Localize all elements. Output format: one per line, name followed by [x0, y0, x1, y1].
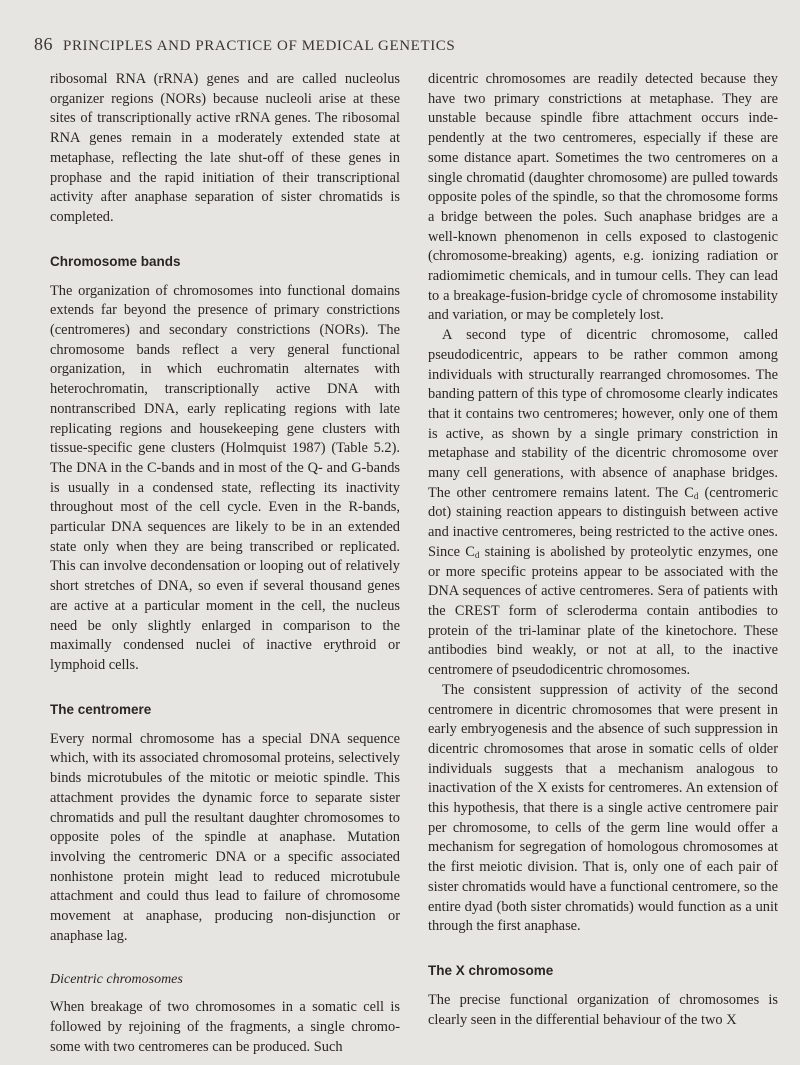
suppression-paragraph: The consistent suppression of activity of the second centromere in dicentric chromosomes that were present in early embryogenesis and the absence of such suppression in dicentric chromosomes that arose in somatic cells of older individuals suggests that a mechanism analogous to inactivation of the X exists for centromeres. An extension of this hypothesis, that there is a single active centromere pair per chromosome, to cells of the germ line would offer a mechanism for segregation of homologous chromosomes at the first meiotic division. That is, only one of each pair of sister chromatids would have a functional centromere, so the entire dyad (both sister chromatids) would function as a unit through the first anaphase.	[428, 681, 778, 935]
section-heading-x-chromosome: The X chromosome	[428, 962, 554, 978]
left-column	[50, 70, 400, 1058]
page-number: 86	[34, 34, 53, 54]
right-column	[428, 70, 778, 1030]
page-header	[34, 34, 780, 55]
centromere-paragraph: Every normal chromosome has a special DNA sequence which, with its associated chromosomal proteins, selectively binds microtubules of the mitotic or meiotic spindle. This attachment provides the dynamic force to separate sister chromatids and pull the resultant daughter chromosomes to opposite poles of the spindle at anaphase. Mutation involving the centromeric DNA or a specific associated nonhistone protein might lead to reduced microtubule attachment and could thus lead to failure of chromosome movement at anaphase, producing non-disjunction or anaphase lag.	[50, 730, 400, 944]
dicentric-paragraph: When breakage of two chromosomes in a somatic cell is followed by rejoining of the fragments, a single chromosome with two centromeres can be produced. Such	[50, 999, 400, 1055]
pseudodicentric-paragraph	[428, 326, 778, 681]
x-chromosome-paragraph: The precise functional organization of chromosomes is clearly seen in the differential behaviour of the two X	[428, 991, 778, 1028]
section-heading-chromosome-bands: Chromosome bands	[50, 253, 181, 269]
subscript-d: d	[474, 549, 480, 560]
intro-paragraph: ribosomal RNA (rRNA) genes and are called nucleolus organizer regions (NORs) because nucleoli arise at these sites of transcriptionally active rRNA genes. The ribosomal RNA genes remain in a moderately extended state at metaphase, reflecting the late shut-off of these genes in prophase and the rapid initiation of their transcriptional activity after anaphase separation of sister chromatids is completed.	[50, 71, 400, 225]
chromosome-bands-paragraph: The organization of chromosomes into functional domains extends far beyond the presence of primary constrictions (centromeres) and secondary constrictions (NORs). The chromosome bands reflect a very general functional organization, in which euchromatin alternates with heterochromatin, transcriptionally active DNA with nontranscribed DNA, early replicating regions with late replicating regions and housekeeping gene clusters with tissue-specific gene clusters (Holmquist 1987) (Table 5.2). The DNA in the C-bands and in most of the Q- and G-bands is usually in a condensed state, reflecting its inactivity throughout most of the cell cycle. Even in the R-bands, particular DNA sequences are likely to be in an extended state only when they are being transcribed or replicated. This can involve decondensation or looping out of relatively short stretches of DNA, so even if several thousand genes are active at a particular moment in the cell, the nucleus need be only slightly enlarged in comparison to the maximally condensed nuclei of inactive erythroid or lymphoid cells.	[50, 282, 400, 673]
subscript-d: d	[693, 490, 699, 501]
dicentric-continued-paragraph: dicentric chromosomes are readily detected because they have two primary constrictions at metaphase. They are unstable because spindle fibre attachment occurs independently at the two centromeres, especially if these are some distance apart. Sometimes the two centromeres on a single chromatid (daughter chromosome) are pulled towards opposite poles of the spindle, so that the chromosome forms a bridge between the poles. Such anaphase bridges are a well-known phenomenon in cells exposed to clastogenic (chromosome-breaking) agents, e.g. ionizing radiation or radiomimetic chemicals, and in tumour cells. They can lead to a breakage-fusion-bridge cycle of chromosome instability and variation, or may be completely lost.	[428, 71, 778, 324]
subsection-heading-dicentric: Dicentric chromosomes	[50, 972, 183, 988]
pseudodicentric-text-c: staining is abolished by proteolytic enzymes, one or more specific proteins appear to be associated with the DNA sequences of active centromeres. Sera of patients with the CREST form of scleroderma contain antibodies to protein of the tri-laminar plate of the kinetochore. These antibodies bind weakly, or not at all, to the inactive centromere of pseudodicentric chromosomes.	[428, 543, 778, 679]
pseudodicentric-text-b: (centromeric dot) staining reaction appears to distinguish between active and inactive centromeres, being restricted to the active ones. Since C	[428, 484, 778, 560]
section-heading-centromere: The centromere	[50, 701, 152, 717]
pseudodicentric-text-a: A second type of dicentric chromosome, called pseudodicentric, appears to be rather common among individuals with structurally rearranged chromosomes. The banding pattern of this type of chromosome clearly indicates that it contains two centromeres; however, only one of them is active, as shown by a single primary constriction in metaphase and stability of the dicentric chromosome over many cell generations, with absence of anaphase bridges. The other centromere remains latent. The C	[428, 327, 778, 501]
running-title: PRINCIPLES AND PRACTICE OF MEDICAL GENETICS	[63, 38, 456, 54]
